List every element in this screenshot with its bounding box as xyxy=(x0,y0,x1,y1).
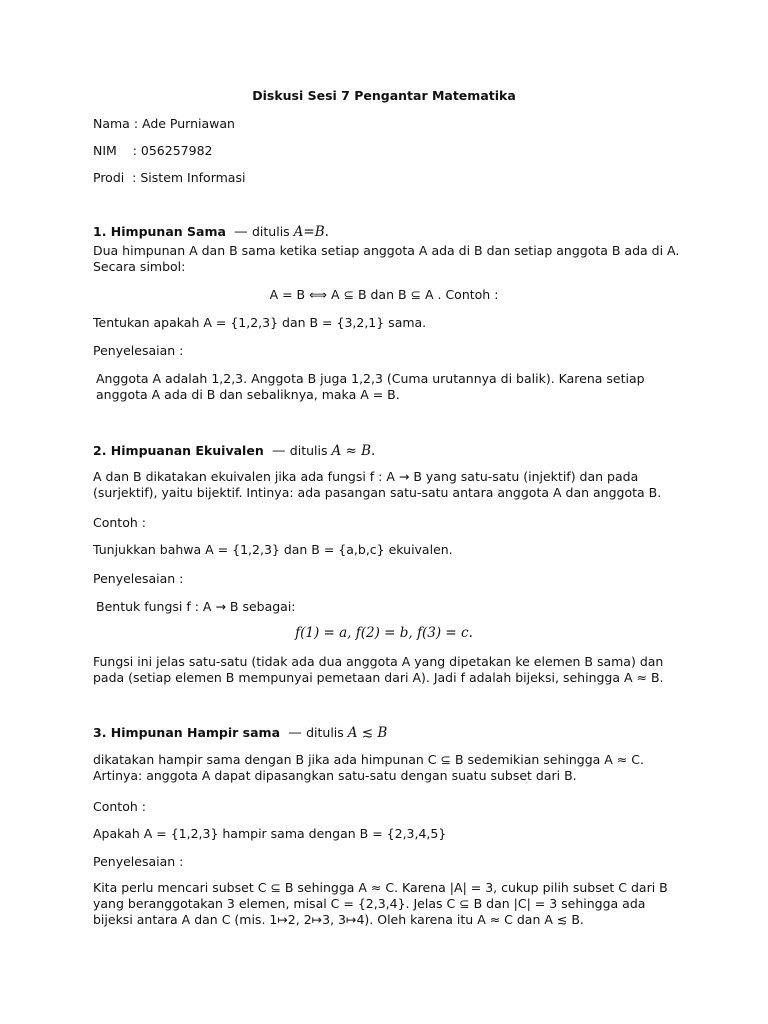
section-2-fungsi: Bentuk fungsi f : A → B sebagai: xyxy=(96,599,296,614)
section-3-penyelesaian: Penyelesaian : xyxy=(93,854,184,869)
section-2-heading: 2. Himpuanan Ekuivalen xyxy=(93,443,264,458)
section-2-formula: f(1) = a, f(2) = b, f(3) = c. xyxy=(295,625,473,641)
section-1-penyelesaian: Penyelesaian : xyxy=(93,343,184,358)
section-3-intro: dikatakan hampir sama dengan B jika ada himpunan C ⊆ B sedemikian sehingga A ≈ C. Artinya: anggota A dapat dipasangkan satu-satu dengan suatu subset dari B. xyxy=(93,752,644,783)
section-2-question: Tunjukkan bahwa A = {1,2,3} dan B = {a,b,c} ekuivalen. xyxy=(93,542,453,557)
section-2-contoh: Contoh : xyxy=(93,515,146,530)
section-1-question: Tentukan apakah A = {1,2,3} dan B = {3,2,1} sama. xyxy=(93,315,427,330)
section-1-intro: Dua himpunan A dan B sama ketika setiap anggota A ada di B dan setiap anggota B ada di A. Secara simbol: xyxy=(93,243,680,274)
section-3-answer: Kita perlu mencari subset C ⊆ B sehingga A ≈ C. Karena |A| = 3, cukup pilih subset C dari B yang beranggotakan 3 elemen, misal C = {2,3,4}. Jelas C ⊆ B dan |C| = 3 sehingga ada bijeksi antara A dan C (mis. 1↦2, 2↦3, 3↦4). Oleh karena itu A ≈ C dan A ≲ B. xyxy=(93,880,668,927)
section-3-question: Apakah A = {1,2,3} hampir sama dengan B = {2,3,4,5} xyxy=(93,826,447,841)
section-2-intro: A dan B dikatakan ekuivalen jika ada fungsi f : A → B yang satu-satu (injektif) dan pada (surjektif), yaitu bijektif. Intinya: ada pasangan satu-satu antara anggota A dan anggota B. xyxy=(93,469,662,500)
section-1-formula: A = B ⟺ A ⊆ B dan B ⊆ A . Contoh : xyxy=(269,287,499,302)
section-1-answer: Anggota A adalah 1,2,3. Anggota B juga 1,2,3 (Cuma urutannya di balik). Karena setiap anggota A ada di B dan sebaliknya, maka A = B. xyxy=(96,371,645,402)
section-2-penyelesaian: Penyelesaian : xyxy=(93,571,184,586)
section-1-heading: 1. Himpunan Sama xyxy=(93,224,226,239)
section-1-heading-line: 1. Himpunan Sama — ditulis A=B. xyxy=(93,224,329,240)
section-2-answer: Fungsi ini jelas satu-satu (tidak ada dua anggota A yang dipetakan ke elemen B sama) dan pada (setiap elemen B mempunyai pemetaan dari A). Jadi f adalah bijeksi, sehingga A ≈ B. xyxy=(93,654,664,685)
section-3-heading: 3. Himpunan Hampir sama xyxy=(93,725,281,740)
section-3-contoh: Contoh : xyxy=(93,799,146,814)
student-prodi: Prodi : Sistem Informasi xyxy=(93,170,246,185)
student-name: Nama : Ade Purniawan xyxy=(93,116,235,131)
document-title: Diskusi Sesi 7 Pengantar Matematika xyxy=(252,88,516,103)
section-3-heading-line: 3. Himpunan Hampir sama — ditulis A ≲ B xyxy=(93,725,388,741)
student-nim: NIM : 056257982 xyxy=(93,143,213,158)
section-2-heading-line: 2. Himpuanan Ekuivalen — ditulis A ≈ B. xyxy=(93,443,376,459)
